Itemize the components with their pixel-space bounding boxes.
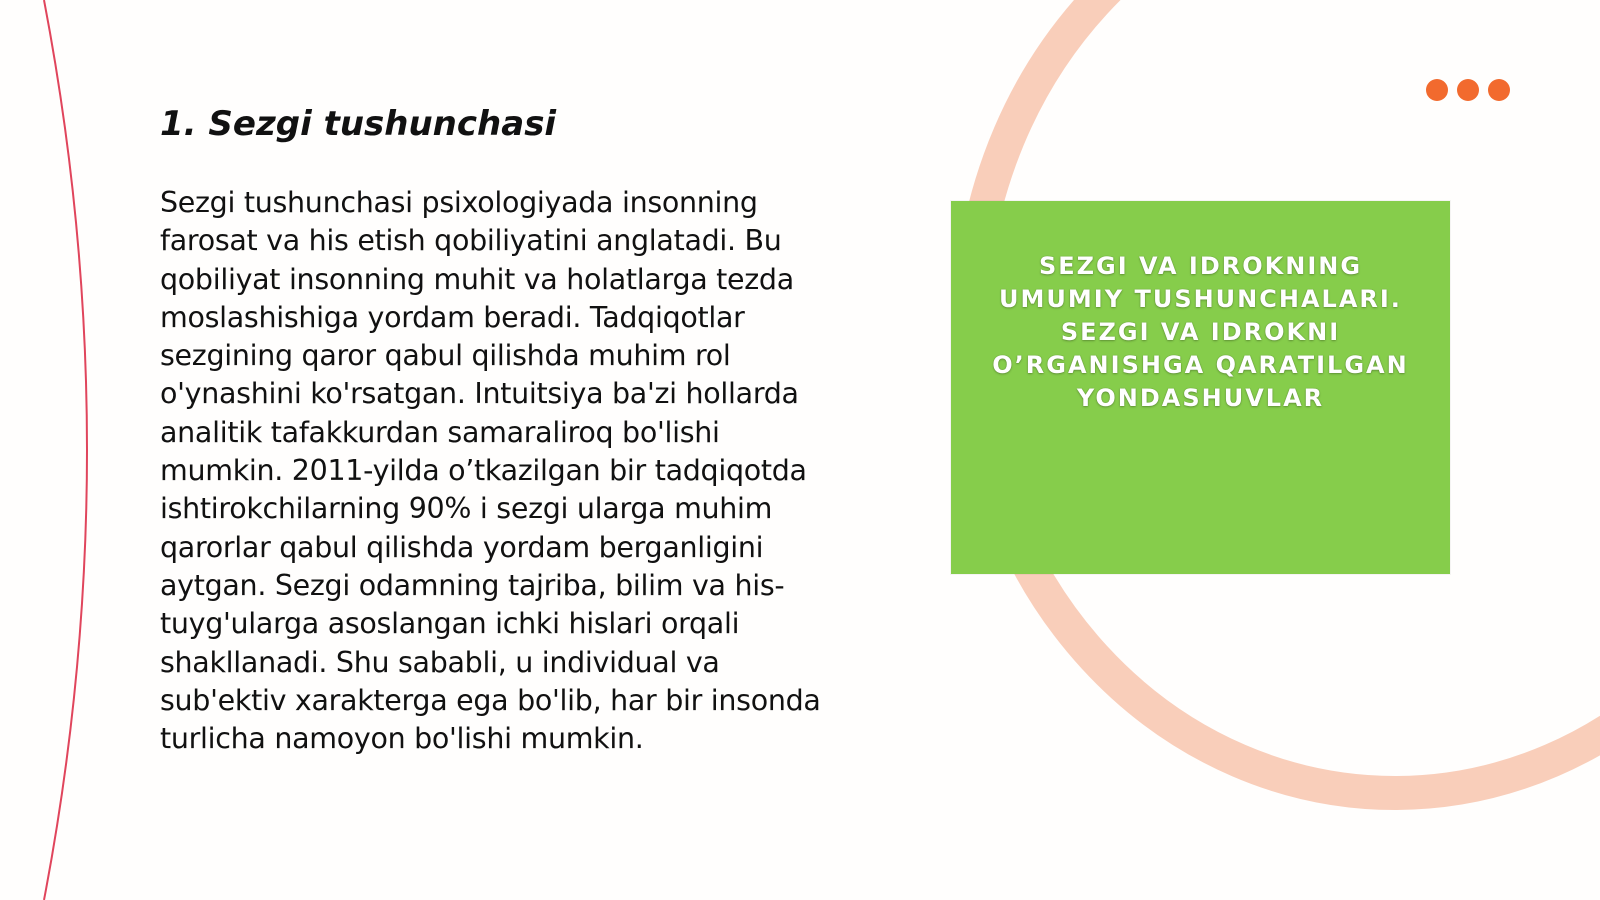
left-edge-curve xyxy=(44,0,87,900)
more-dots-icon xyxy=(1426,79,1510,101)
dot-2 xyxy=(1457,79,1479,101)
topic-card xyxy=(951,201,1450,574)
dot-1 xyxy=(1426,79,1448,101)
slide-paragraph: Sezgi tushunchasi psixologiyada insonning farosat va his etish qobiliyatini anglatadi. Bu qobiliyat insonning muhit va holatlarga tezda moslashishiga yordam beradi. Tadqiqotlar sezgining qaror qabul qilishda muhim rol o'ynashini ko'rsatgan. Intuitsiya ba'zi hollarda analitik tafakkurdan samaraliroq bo'lishi mumkin. 2011-yilda o’tkazilgan bir tadqiqotda ishtirokchilarning 90% i sezgi ularga muhim qarorlar qabul qilishda yordam berganligini aytgan. Sezgi odamning tajriba, bilim va his-tuyg'ularga asoslangan ichki hislari orqali shakllanadi. Shu sababli, u individual va sub'ektiv xarakterga ega bo'lib, har bir insonda turlicha namoyon bo'lishi mumkin. xyxy=(160,186,821,756)
topic-card-title: SEZGI VA IDROKNING UMUMIY TUSHUNCHALARI. SEZGI VA IDROKNI O’RGANISHGA QARATILGAN YONDASHUVLAR xyxy=(992,252,1409,412)
dot-3 xyxy=(1488,79,1510,101)
slide-heading: 1. Sezgi tushunchasi xyxy=(160,104,557,144)
